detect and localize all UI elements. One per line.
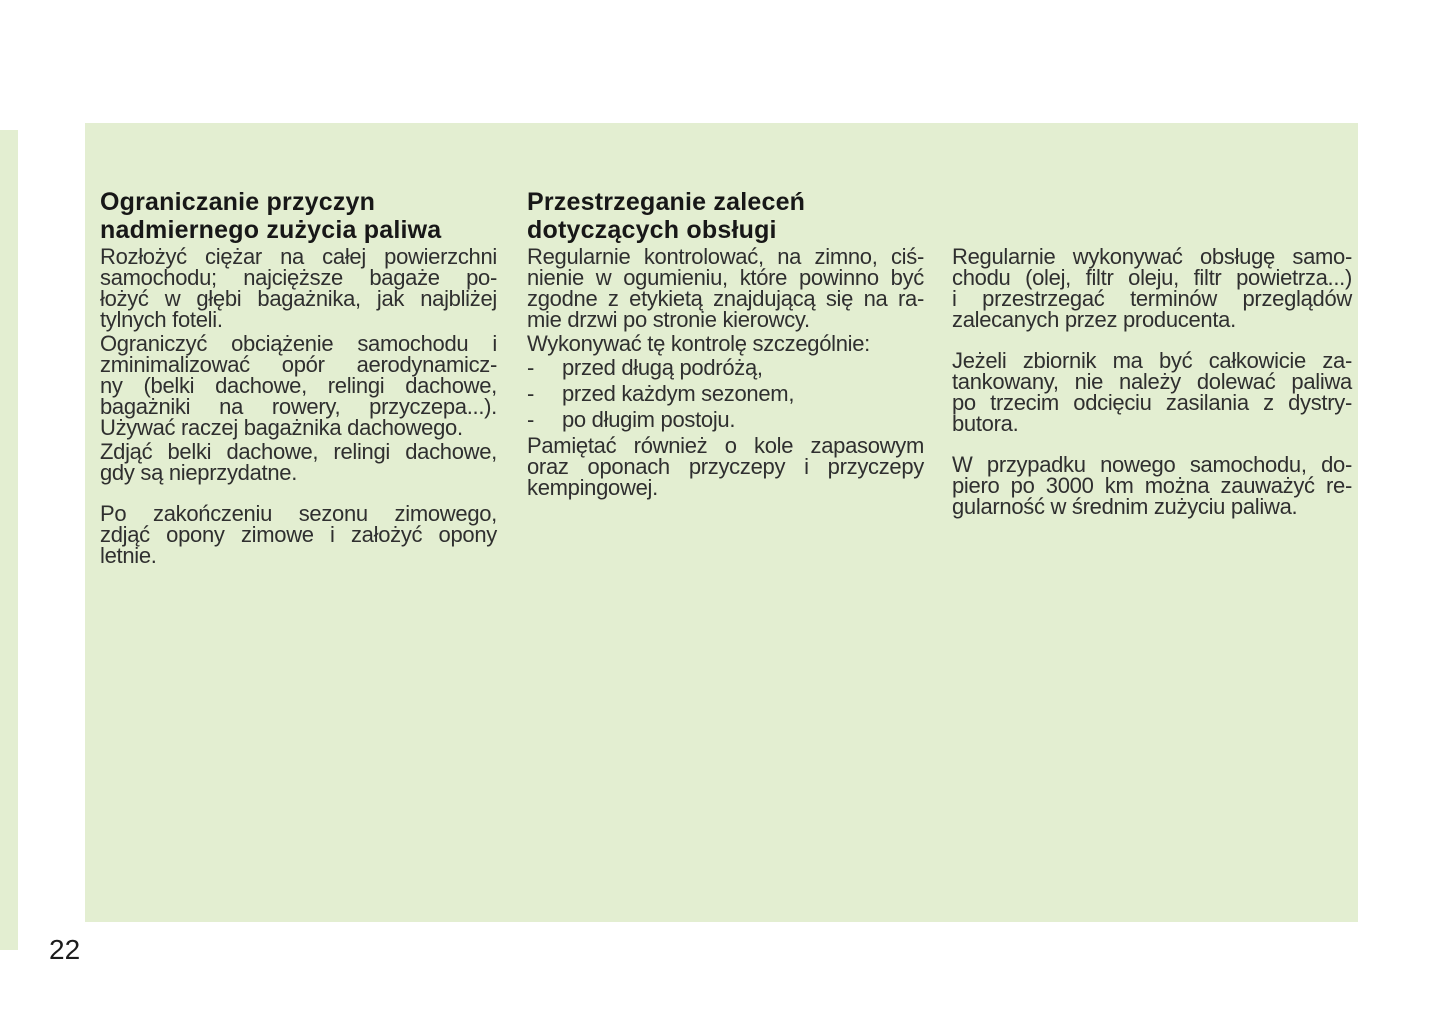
body-line: po trzecim odcięciu zasilania z dystry- [952,390,1352,415]
body-line: W przypadku nowego samochodu, do- [952,452,1352,477]
column-fuel-reduction [100,188,497,569]
body-line: Po zakończeniu sezonu zimowego, [100,501,497,526]
content-panel [85,123,1358,922]
body-line: Pamiętać również o kole zapasowym [527,433,924,458]
paragraph [527,333,924,354]
body-line: oraz oponach przyczepy i przyczepy [527,454,924,479]
body-line: mie drzwi po stronie kierowcy. [527,307,810,332]
body-line: Ograniczyć obciążenie samochodu i [100,331,497,356]
list-item-text: po długim postoju. [562,407,736,432]
body-line: letnie. [100,543,157,568]
list-item-text: przed każdym sezonem, [562,381,795,406]
body-line: Zdjąć belki dachowe, relingi dachowe, [100,439,497,464]
dash-bullet: - [527,355,535,380]
body-line: gdy są nieprzydatne. [100,460,298,485]
list-item [527,409,924,430]
body-line: samochodu; najcięższe bagaże po- [100,265,497,290]
paragraph [952,350,1352,434]
list-item [527,383,924,404]
body-line: kempingowej. [527,475,658,500]
body-line: łożyć w głębi bagażnika, jak najbliżej [100,286,497,311]
column-maintenance-recommendations [527,188,924,501]
heading-line: dotyczących obsługi [527,216,777,244]
body-line: Regularnie kontrolować, na zimno, ciś- [527,244,924,269]
heading-line: nadmiernego zużycia paliwa [100,216,442,244]
body-line: Jeżeli zbiornik ma być całkowicie za- [952,348,1352,373]
section-heading [527,188,924,244]
paragraph [100,246,497,330]
body-line: tankowany, nie należy dolewać paliwa [952,369,1352,394]
paragraph [527,435,924,498]
dash-bullet: - [527,381,535,406]
left-edge-tab [0,130,18,950]
paragraph [100,441,497,483]
body-line: Używać raczej bagażnika dachowego. [100,415,463,440]
body-line: Rozłożyć ciężar na całej powierzchni [100,244,497,269]
paragraph [100,503,497,566]
body-line: chodu (olej, filtr oleju, filtr powietrza...) [952,265,1352,290]
body-line: zalecanych przez producenta. [952,307,1236,332]
body-line: gularność w średnim zużyciu paliwa. [952,494,1298,519]
body-line: tylnych foteli. [100,307,223,332]
paragraph [100,333,497,438]
body-line: piero po 3000 km można zauważyć re- [952,473,1352,498]
body-line: zminimalizować opór aerodynamicz- [100,352,497,377]
body-line: Wykonywać tę kontrolę szczególnie: [527,331,870,356]
body-line: bagażniki na rowery, przyczepa...). [100,394,497,419]
paragraph [952,454,1352,517]
dash-bullet: - [527,407,535,432]
section-heading [100,188,497,244]
body-line: ny (belki dachowe, relingi dachowe, [100,373,497,398]
list-item [527,357,924,378]
column-maintenance-notes [952,188,1352,520]
heading-spacer [952,188,1352,246]
page-number: 22 [49,934,81,965]
bullet-list [527,357,924,430]
paragraph [952,246,1352,330]
body-line: nienie w ogumieniu, które powinno być [527,265,924,290]
heading-line: Przestrzeganie zaleceń [527,188,806,216]
heading-line: Ograniczanie przyczyn [100,188,376,216]
paragraph [527,246,924,330]
list-item-text: przed długą podróżą, [562,355,763,380]
body-line: zgodne z etykietą znajdującą się na ra- [527,286,924,311]
body-line: i przestrzegać terminów przeglądów [952,286,1352,311]
body-line: zdjąć opony zimowe i założyć opony [100,522,497,547]
body-line: Regularnie wykonywać obsługę samo- [952,244,1352,269]
body-line: butora. [952,411,1019,436]
